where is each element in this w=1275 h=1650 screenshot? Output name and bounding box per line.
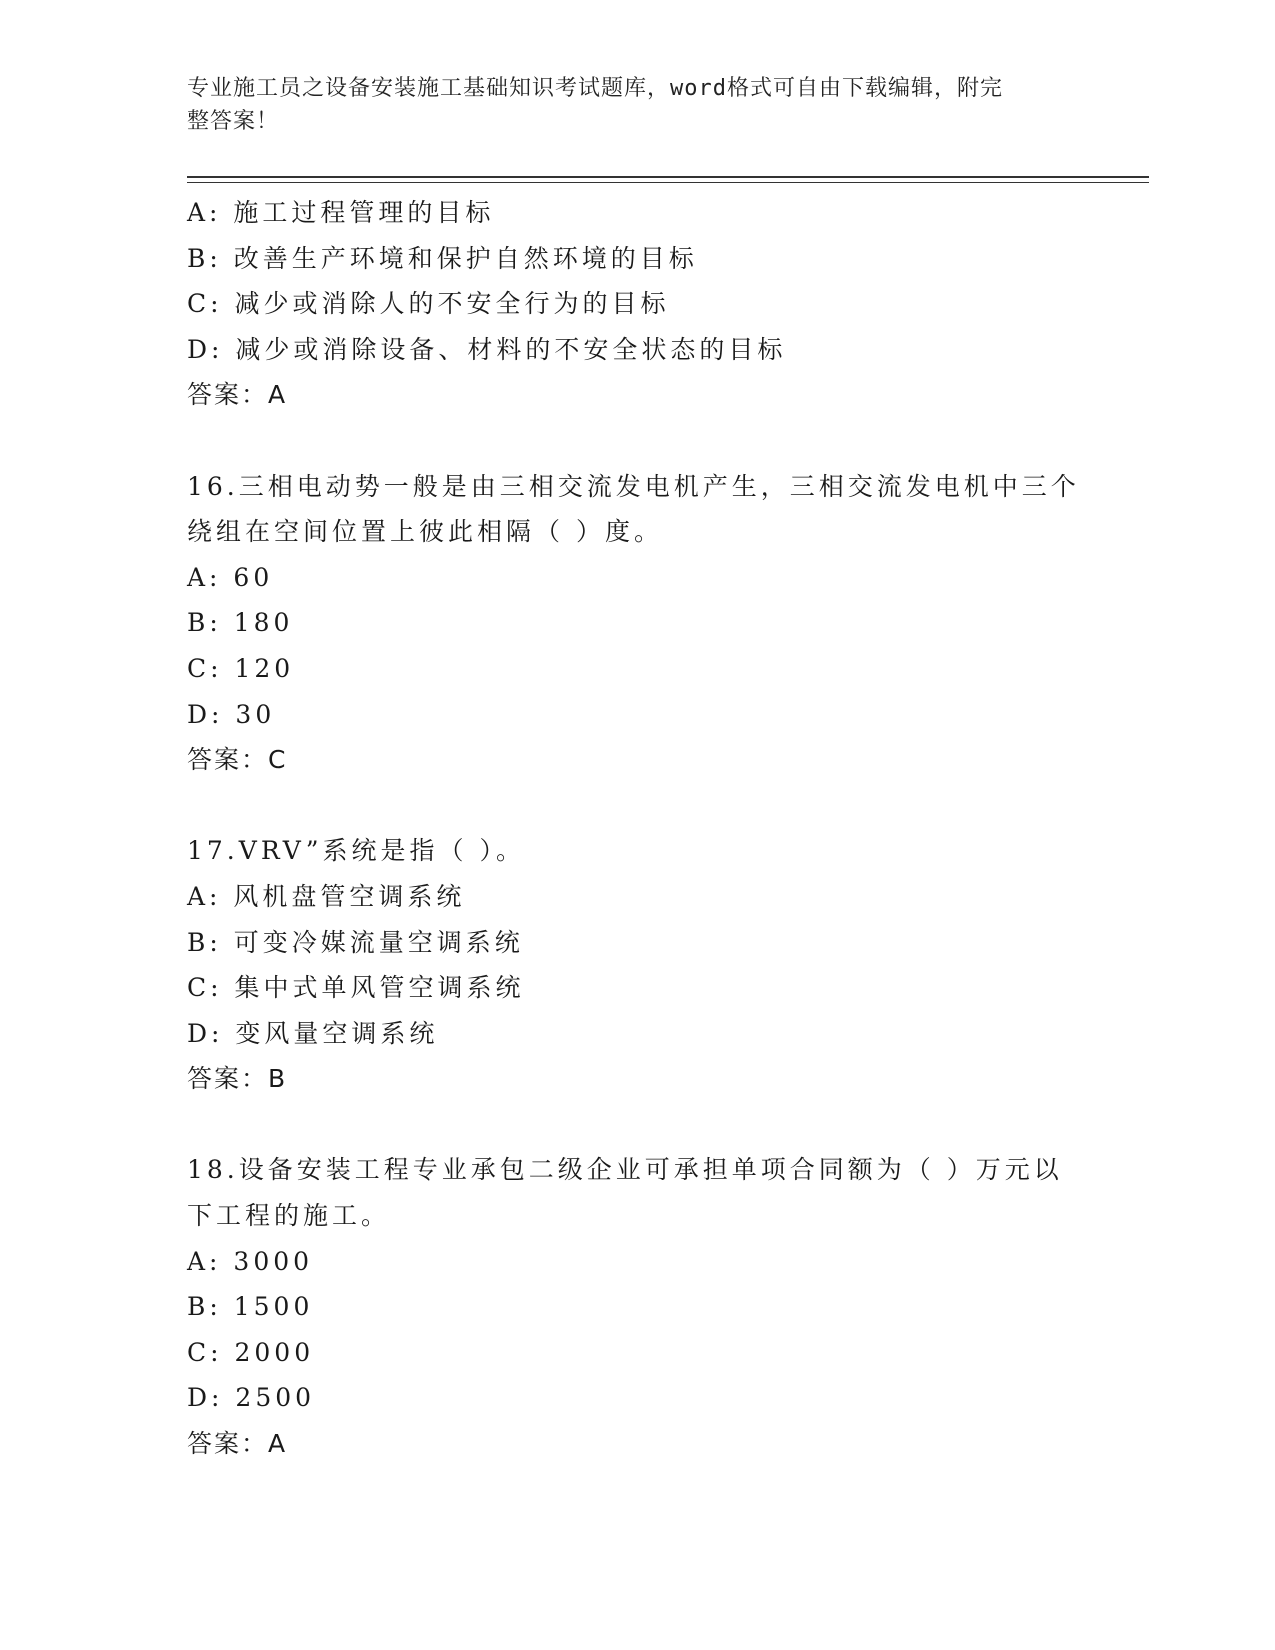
- option-a: A: 施工过程管理的目标: [187, 198, 495, 227]
- question-list: [187, 190, 1087, 1467]
- question-15: [187, 190, 1087, 418]
- spacer: [187, 418, 1087, 464]
- answer-line: 答案：C: [187, 745, 288, 775]
- header-line-1: 专业施工员之设备安装施工基础知识考试题库，word格式可自由下载编辑，附完: [187, 76, 1003, 101]
- question-stem-line: 18.设备安装工程专业承包二级企业可承担单项合同额为（ ）万元以: [187, 1155, 1063, 1185]
- option-b: B: 180: [187, 608, 294, 638]
- option-d: D: 减少或消除设备、材料的不安全状态的目标: [187, 334, 787, 364]
- option-b: B: 改善生产环境和保护自然环境的目标: [187, 243, 698, 273]
- answer-line: 答案：B: [187, 1064, 288, 1094]
- question-stem-line: 绕组在空间位置上彼此相隔（ ）度。: [187, 517, 663, 547]
- option-b: B: 可变冷媒流量空调系统: [187, 927, 524, 957]
- answer-line: 答案：A: [187, 1429, 288, 1459]
- option-c: C: 集中式单风管空调系统: [187, 973, 525, 1003]
- spacer: [187, 1102, 1087, 1148]
- option-b: B: 1500: [187, 1292, 314, 1322]
- option-a: A: 60: [187, 562, 274, 592]
- option-d: D: 30: [187, 699, 276, 729]
- header-rule-thick: [187, 176, 1149, 178]
- header-rule-thin: [187, 182, 1149, 183]
- question-16: [187, 464, 1087, 783]
- question-stem-line: 16.三相电动势一般是由三相交流发电机产生，三相交流发电机中三个: [187, 471, 1080, 501]
- option-d: D: 变风量空调系统: [187, 1018, 439, 1048]
- document-header: [187, 72, 1067, 138]
- option-c: C: 减少或消除人的不安全行为的目标: [187, 289, 670, 319]
- header-line-2: 整答案！: [187, 109, 280, 134]
- spacer: [187, 783, 1087, 829]
- question-stem-line: 下工程的施工。: [187, 1201, 391, 1231]
- option-a: A: 3000: [187, 1246, 314, 1276]
- option-d: D: 2500: [187, 1383, 316, 1413]
- question-17: [187, 828, 1087, 1102]
- option-c: C: 120: [187, 653, 295, 683]
- question-stem-line: 17.VRV”系统是指（ ）。: [187, 836, 525, 866]
- option-a: A: 风机盘管空调系统: [187, 881, 466, 911]
- question-18: [187, 1147, 1087, 1466]
- option-c: C: 2000: [187, 1337, 315, 1367]
- answer-line: 答案：A: [187, 380, 288, 410]
